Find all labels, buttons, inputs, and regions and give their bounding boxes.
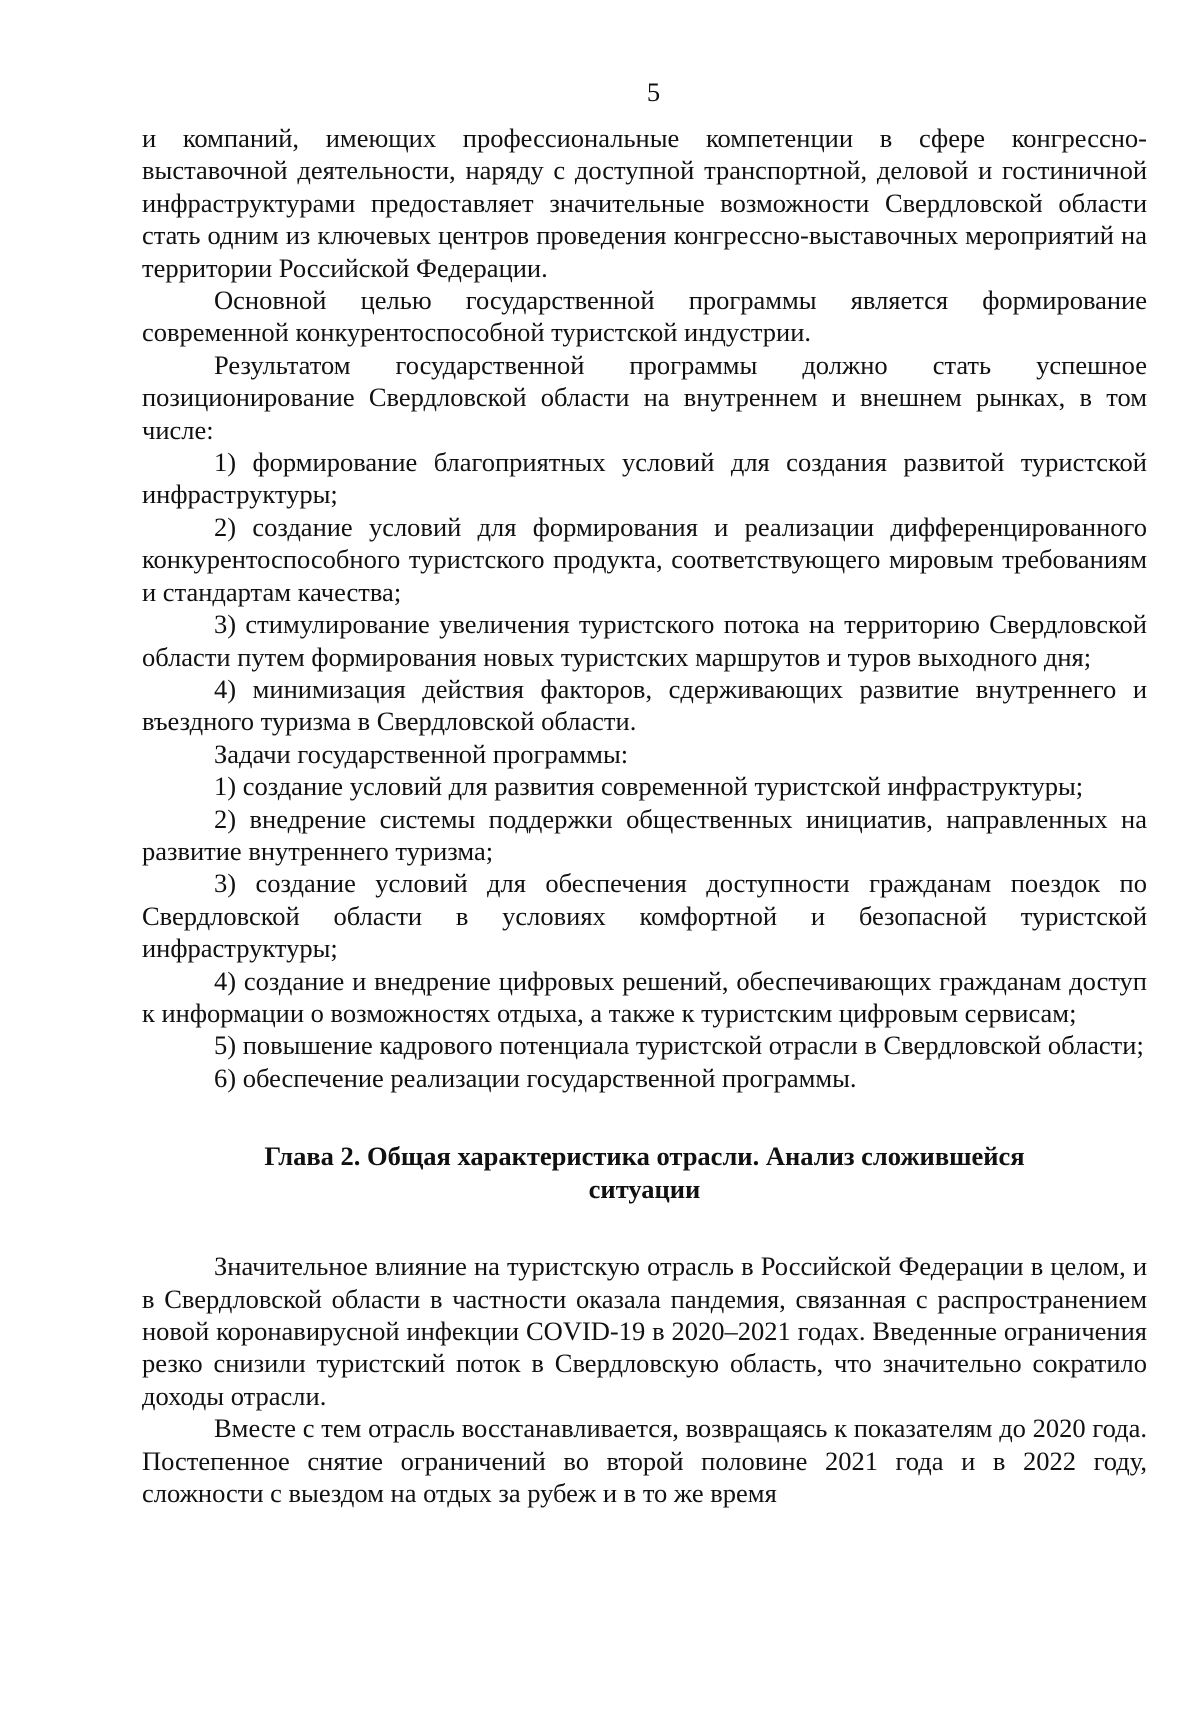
- paragraph: Результатом государственной программы должно стать успешное позиционирование Свердловской области на внутреннем и внешнем рынках, в том числе:: [142, 349, 1147, 445]
- paragraph: Значительное влияние на туристскую отрасль в Российской Федерации в целом, и в Свердловской области в частности оказала пандемия, связанная с распространением новой коронавирусной инфекции COVID-19 в 2020–2021 годах. Введенные ограничения резко снизили туристский поток в Свердловскую область, что значительно сократило доходы отрасли.: [142, 1251, 1147, 1411]
- list-item: 2) создание условий для формирования и реализации дифференцированного конкурентоспособного туристского продукта, соответствующего мировым требованиям и стандартам качества;: [142, 511, 1147, 607]
- chapter-heading-line: ситуации: [588, 1174, 701, 1205]
- page-number: 5: [646, 77, 661, 107]
- body-text-top: [142, 122, 1147, 1094]
- list-item: 1) создание условий для развития современной туристской инфраструктуры;: [214, 771, 1084, 802]
- list-item: 6) обеспечение реализации государственной программы.: [214, 1062, 857, 1093]
- paragraph: Задачи государственной программы:: [214, 738, 629, 769]
- body-text-bottom: [142, 1250, 1147, 1509]
- paragraph: Основной целью государственной программы является формирование современной конкурентоспособной туристской индустрии.: [142, 285, 1147, 348]
- list-item: 3) создание условий для обеспечения доступности гражданам поездок по Свердловской области в условиях комфортной и безопасной туристской инфраструктуры;: [142, 868, 1147, 964]
- list-item: 4) создание и внедрение цифровых решений, обеспечивающих гражданам доступ к информации о возможностях отдыха, а также к туристским цифровым сервисам;: [142, 965, 1147, 1028]
- chapter-heading-line: Глава 2. Общая характеристика отрасли. Анализ сложившейся: [264, 1141, 1025, 1172]
- list-item: 4) минимизация действия факторов, сдерживающих развитие внутреннего и въездного туризма в Свердловской области.: [142, 673, 1147, 737]
- list-item: 3) стимулирование увеличения туристского потока на территорию Свердловской области путем формирования новых туристских маршрутов и туров выходного дня;: [142, 609, 1147, 672]
- list-item: 1) формирование благоприятных условий для создания развитой туристской инфраструктуры;: [142, 447, 1147, 510]
- paragraph: и компаний, имеющих профессиональные компетенции в сфере конгрессно-выставочной деятельности, наряду с доступной транспортной, деловой и гостиничной инфраструктурами предоставляет значительные возможности Свердловской области стать одним из ключевых центров проведения конгрессно-выставочных мероприятий на территории Российской Федерации.: [142, 123, 1147, 283]
- chapter-heading: [142, 1140, 1147, 1206]
- paragraph: Вместе с тем отрасль восстанавливается, возвращаясь к показателям до 2020 года. Постепенное снятие ограничений во второй половине 2021 года и в 2022 году, сложности с выездом на отдых за рубеж и в то же время: [142, 1413, 1147, 1509]
- list-item: 2) внедрение системы поддержки общественных инициатив, направленных на развитие внутреннего туризма;: [142, 803, 1147, 866]
- list-item: 5) повышение кадрового потенциала туристской отрасли в Свердловской области;: [214, 1030, 1144, 1061]
